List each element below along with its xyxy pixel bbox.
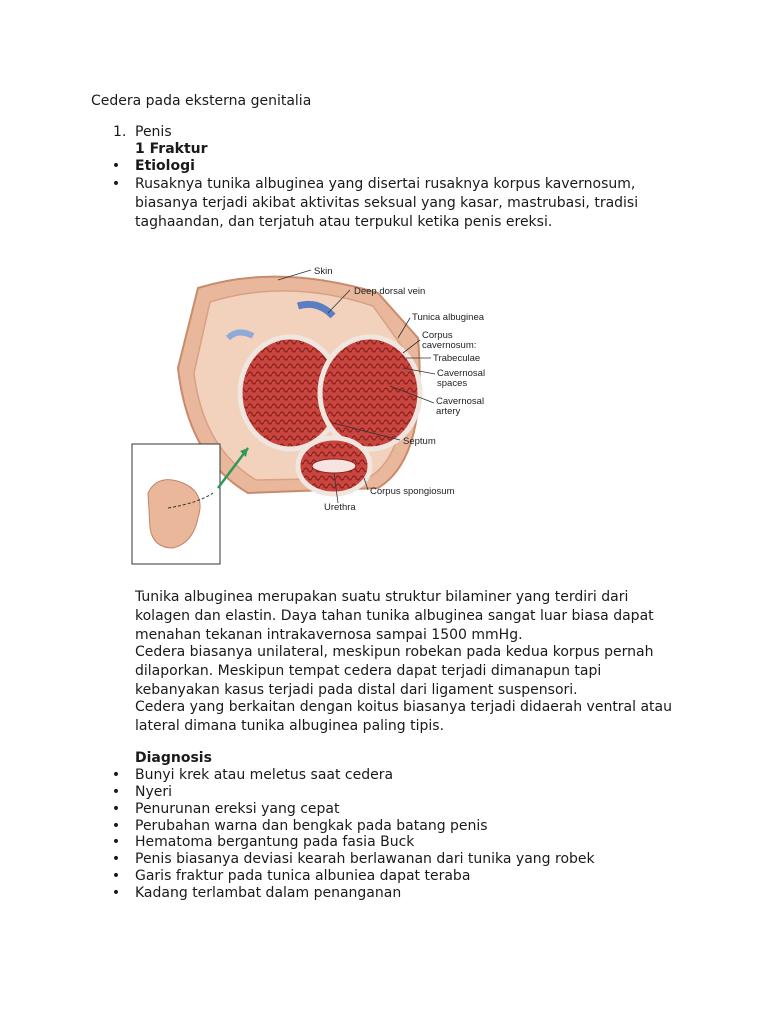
paragraph-line: Cedera biasanya unilateral, meskipun robekan pada kedua korpus pernah <box>135 644 654 660</box>
label-deep-dorsal-vein: Deep dorsal vein <box>354 286 426 297</box>
bullet: • <box>111 834 121 850</box>
list-item-penis: Penis <box>135 124 172 140</box>
label-skin: Skin <box>314 266 333 277</box>
urethra-shape <box>312 459 356 473</box>
bullet: • <box>111 868 121 884</box>
bullet: • <box>111 885 121 901</box>
bullet: • <box>111 784 121 800</box>
label-tunica-albuginea: Tunica albuginea <box>412 312 485 323</box>
paragraph-line: menahan tekanan intrakavernosa sampai 1500 mmHg. <box>135 627 523 643</box>
diagnosis-item: Penurunan ereksi yang cepat <box>135 801 340 817</box>
bullet: • <box>111 801 121 817</box>
paragraph-line: lateral dimana tunika albuginea paling tipis. <box>135 718 445 734</box>
paragraph-line: kolagen dan elastin. Daya tahan tunika albuginea sangat luar biasa dapat <box>135 608 654 624</box>
label-urethra: Urethra <box>324 502 356 513</box>
document-title: Cedera pada eksterna genitalia <box>91 93 312 109</box>
list-number: 1. <box>113 124 127 140</box>
paragraph-line: dilaporkan. Meskipun tempat cedera dapat terjadi dimanapun tapi <box>135 663 602 679</box>
diagnosis-item: Nyeri <box>135 784 173 800</box>
paragraph-line: Cedera yang berkaitan dengan koitus biasanya terjadi didaerah ventral atau <box>135 699 672 715</box>
label-cavernosal-artery-2: artery <box>436 406 461 417</box>
bullet: • <box>111 158 121 174</box>
etiologi-line: Rusaknya tunika albuginea yang disertai rusaknya korpus kavernosum, <box>135 176 636 192</box>
diagnosis-item: Kadang terlambat dalam penanganan <box>135 885 402 901</box>
diagnosis-item: Bunyi krek atau meletus saat cedera <box>135 767 394 783</box>
label-cavernosal-spaces-2: spaces <box>437 378 468 389</box>
anatomy-figure <box>128 258 498 568</box>
bullet: • <box>111 818 121 834</box>
label-cavernosal-spaces-1: Cavernosal <box>437 368 486 379</box>
etiologi-line: biasanya terjadi akibat aktivitas seksual yang kasar, mastrubasi, tradisi <box>135 195 639 211</box>
bullet: • <box>111 176 121 192</box>
diagnosis-item: Garis fraktur pada tunica albuniea dapat teraba <box>135 868 471 884</box>
diagnosis-item: Hematoma bergantung pada fasia Buck <box>135 834 415 850</box>
etiologi-heading: Etiologi <box>135 158 195 174</box>
label-cavernosal-artery-1: Cavernosal <box>436 396 485 407</box>
label-corpus-spongiosum: Corpus spongiosum <box>370 486 455 497</box>
label-corpus-cavernosum-1: Corpus <box>422 330 453 341</box>
label-septum: Septum <box>403 436 436 447</box>
diagnosis-item: Penis biasanya deviasi kearah berlawanan dari tunika yang robek <box>135 851 595 867</box>
bullet: • <box>111 767 121 783</box>
diagnosis-heading: Diagnosis <box>135 750 212 766</box>
subheading-fraktur: 1 Fraktur <box>135 141 208 157</box>
paragraph-line: kebanyakan kasus terjadi pada distal dari ligament suspensori. <box>135 682 578 698</box>
bullet: • <box>111 851 121 867</box>
etiologi-line: taghaandan, dan terjatuh atau terpukul ketika penis ereksi. <box>135 214 553 230</box>
diagnosis-item: Perubahan warna dan bengkak pada batang penis <box>135 818 488 834</box>
label-trabeculae: Trabeculae <box>433 353 481 364</box>
label-corpus-cavernosum-2: cavernosum: <box>422 340 477 351</box>
paragraph-line: Tunika albuginea merupakan suatu struktur bilaminer yang terdiri dari <box>135 589 629 605</box>
